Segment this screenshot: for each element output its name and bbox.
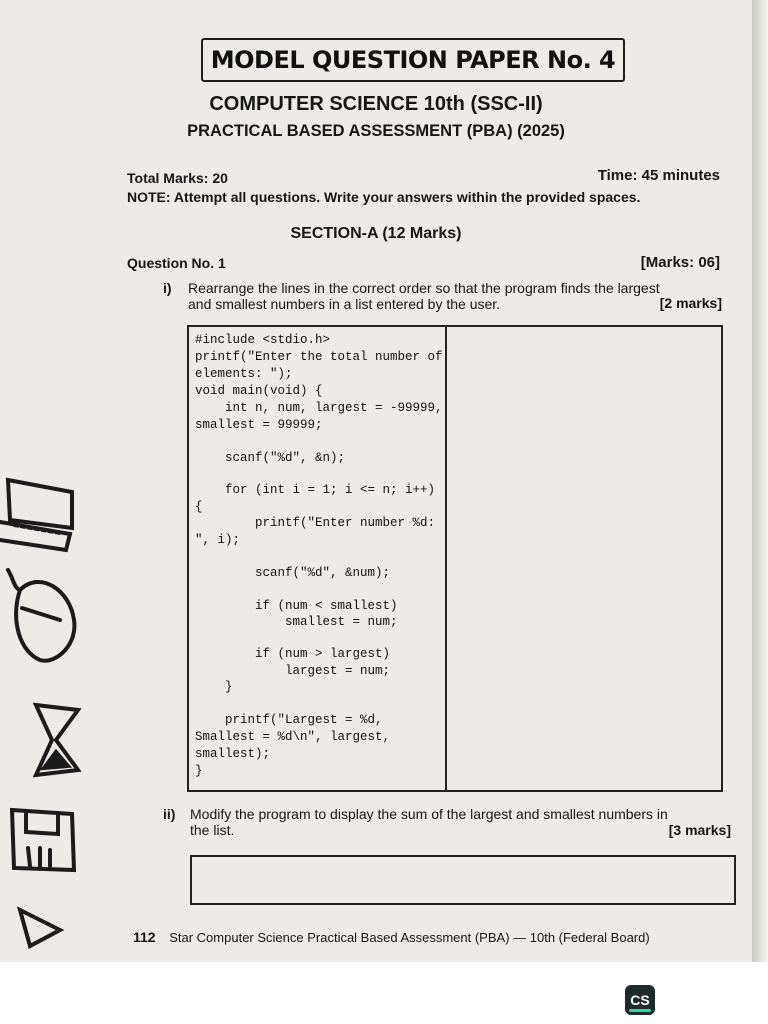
section-title: SECTION-A (12 Marks) [290,225,462,242]
question-marks: [Marks: 06] [640,254,720,271]
part-i-marks: [2 marks] [659,295,722,311]
note: NOTE: Attempt all questions. Write your answers within the provided spaces. [127,189,641,205]
paper-title: MODEL QUESTION PAPER No. 4 [210,46,616,74]
code-line: Smallest = %d\n", largest, [195,730,391,744]
pen-icon [20,910,60,946]
code-line: scanf("%d", &num); [195,566,391,580]
floppy-disk-icon [12,810,74,870]
cs-badge-label: CS [630,992,650,1008]
code-line: printf("Enter the total number of [195,350,443,364]
code-line: if (num < smallest) [195,599,398,613]
part-ii-line1: Modify the program to display the sum of the largest and smallest numbers in [190,806,668,822]
code-line: #include <stdio.h> [195,333,331,347]
code-line: printf("Largest = %d, [195,713,383,727]
code-column [189,327,447,790]
part-i-number: i) [163,280,172,296]
part-ii-marks: [3 marks] [668,822,731,838]
code-line: smallest = 99999; [195,418,323,432]
code-line: int n, num, largest = -99999, [195,401,443,415]
page-number: 112 [133,929,156,945]
code-line: scanf("%d", &n); [195,451,346,465]
paper-title-box [201,38,625,82]
code-line: printf("Enter number %d: [195,516,436,530]
code-line: void main(void) { [195,384,323,398]
question-label: Question No. 1 [127,255,226,271]
time-allowed: Time: 45 minutes [597,167,720,184]
code-line: ", i); [195,533,241,547]
answer-box[interactable] [190,855,736,905]
code-line: } [195,764,203,778]
part-ii-line2: the list. [190,822,235,838]
page-edge [752,0,768,962]
part-ii-number: ii) [163,806,176,822]
answer-column[interactable] [447,327,721,790]
code-line: } [195,680,233,694]
part-i-line1: Rearrange the lines in the correct order so that the program finds the largest [188,280,660,296]
code-line: for (int i = 1; i <= n; i++) [195,483,436,497]
assessment-heading: PRACTICAL BASED ASSESSMENT (PBA) (2025) [187,122,565,140]
code-line: { [195,500,203,514]
laptop-icon [0,480,72,550]
part-i-line2: and smallest numbers in a list entered by the user. [188,296,501,312]
page-footer [133,929,650,945]
mouse-icon [8,570,74,661]
code-line: elements: "); [195,367,293,381]
code-line: largest = num; [195,664,391,678]
subject-heading: COMPUTER SCIENCE 10th (SSC-II) [209,93,543,115]
decorative-doodles [0,470,90,950]
code-line: smallest); [195,747,271,761]
hourglass-icon [36,705,78,775]
code-table [187,325,723,792]
total-marks: Total Marks: 20 [127,170,228,186]
cs-badge-icon [625,985,655,1015]
code-line: if (num > largest) [195,647,391,661]
code-line: smallest = num; [195,615,398,629]
footer-text: Star Computer Science Practical Based Assessment (PBA) — 10th (Federal Board) [169,930,650,945]
